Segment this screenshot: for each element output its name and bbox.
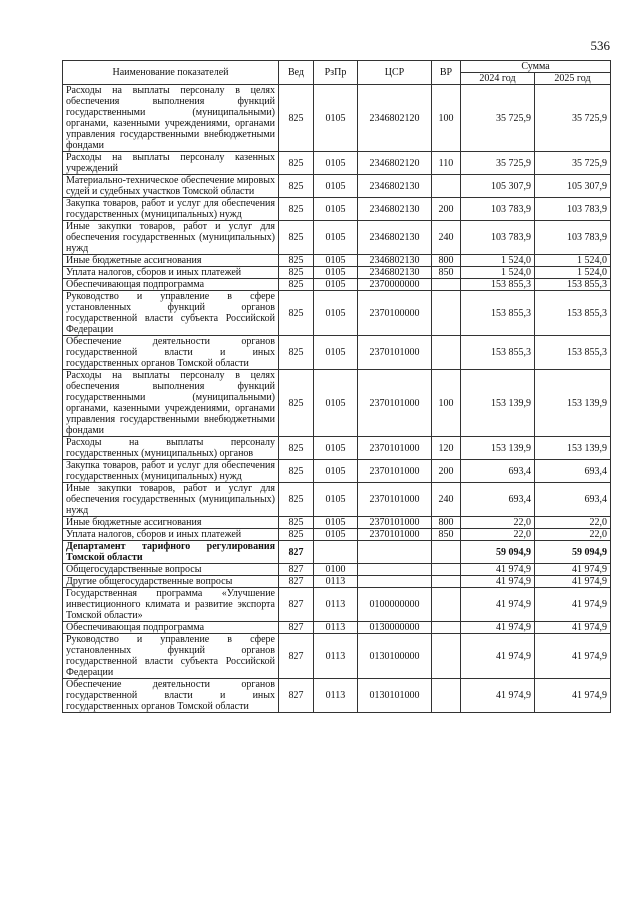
header-vr: ВР (432, 61, 461, 85)
row-rzpr: 0105 (314, 175, 358, 198)
row-name: Материально-техническое обеспечение мировых судей и судебных участков Томской области (63, 175, 279, 198)
row-sum-2025: 693,4 (535, 460, 611, 483)
row-vr (432, 576, 461, 588)
row-ved: 827 (279, 622, 314, 634)
row-name: Государственная программа «Улучшение инвестиционного климата и развитие экспорта Томской области» (63, 588, 279, 622)
table-row (63, 255, 611, 267)
row-ved: 825 (279, 221, 314, 255)
row-name: Иные бюджетные ассигнования (63, 517, 279, 529)
row-name: Иные закупки товаров, работ и услуг для обеспечения государственных (муниципальных) нужд (63, 221, 279, 255)
row-sum-2025: 103 783,9 (535, 198, 611, 221)
row-name: Расходы на выплаты персоналу государственных (муниципальных) органов (63, 437, 279, 460)
row-vr: 100 (432, 85, 461, 152)
row-csr: 0130100000 (358, 634, 432, 679)
row-rzpr: 0105 (314, 437, 358, 460)
row-csr (358, 564, 432, 576)
row-sum-2025: 153 855,3 (535, 291, 611, 336)
row-csr: 2346802130 (358, 175, 432, 198)
row-vr: 240 (432, 221, 461, 255)
row-vr (432, 175, 461, 198)
row-ved: 825 (279, 483, 314, 517)
row-sum-2024: 22,0 (461, 517, 535, 529)
table-row (63, 541, 611, 564)
header-csr: ЦСР (358, 61, 432, 85)
row-vr: 100 (432, 370, 461, 437)
row-ved: 825 (279, 85, 314, 152)
row-vr (432, 679, 461, 713)
row-sum-2025: 153 855,3 (535, 279, 611, 291)
row-rzpr: 0105 (314, 370, 358, 437)
row-rzpr: 0105 (314, 221, 358, 255)
row-sum-2024: 103 783,9 (461, 221, 535, 255)
row-sum-2024: 1 524,0 (461, 255, 535, 267)
row-rzpr: 0105 (314, 279, 358, 291)
row-csr: 2370101000 (358, 336, 432, 370)
table-row (63, 336, 611, 370)
row-ved: 825 (279, 198, 314, 221)
row-rzpr: 0105 (314, 267, 358, 279)
row-ved: 827 (279, 541, 314, 564)
header-sum: Сумма (461, 61, 611, 73)
row-sum-2025: 1 524,0 (535, 267, 611, 279)
row-ved: 825 (279, 255, 314, 267)
row-csr: 2370100000 (358, 291, 432, 336)
row-name: Обеспечение деятельности органов государственной власти и иных государственных органов Томской области (63, 336, 279, 370)
row-vr: 800 (432, 255, 461, 267)
row-csr: 2346802130 (358, 198, 432, 221)
row-csr (358, 576, 432, 588)
row-ved: 825 (279, 336, 314, 370)
row-vr (432, 291, 461, 336)
row-vr (432, 588, 461, 622)
row-ved: 827 (279, 634, 314, 679)
row-vr (432, 336, 461, 370)
row-sum-2025: 35 725,9 (535, 85, 611, 152)
row-rzpr: 0105 (314, 255, 358, 267)
row-rzpr: 0100 (314, 564, 358, 576)
table-row (63, 175, 611, 198)
table-body (63, 85, 611, 713)
table-row (63, 370, 611, 437)
row-sum-2025: 153 139,9 (535, 370, 611, 437)
row-sum-2025: 59 094,9 (535, 541, 611, 564)
row-ved: 825 (279, 291, 314, 336)
row-rzpr: 0113 (314, 588, 358, 622)
row-rzpr: 0105 (314, 85, 358, 152)
row-ved: 825 (279, 517, 314, 529)
row-sum-2024: 693,4 (461, 483, 535, 517)
row-sum-2024: 105 307,9 (461, 175, 535, 198)
table-row (63, 634, 611, 679)
row-csr: 2346802130 (358, 221, 432, 255)
row-sum-2024: 35 725,9 (461, 152, 535, 175)
row-csr: 0130101000 (358, 679, 432, 713)
row-name: Руководство и управление в сфере установленных функций органов государственной власти субъекта Российской Федерации (63, 634, 279, 679)
row-sum-2024: 35 725,9 (461, 85, 535, 152)
row-name: Обеспечивающая подпрограмма (63, 622, 279, 634)
row-csr: 0130000000 (358, 622, 432, 634)
row-name: Общегосударственные вопросы (63, 564, 279, 576)
row-sum-2025: 41 974,9 (535, 679, 611, 713)
row-ved: 825 (279, 279, 314, 291)
row-sum-2025: 693,4 (535, 483, 611, 517)
table-row (63, 460, 611, 483)
row-rzpr: 0105 (314, 517, 358, 529)
row-sum-2024: 153 855,3 (461, 279, 535, 291)
row-vr: 200 (432, 460, 461, 483)
row-name: Закупка товаров, работ и услуг для обеспечения государственных (муниципальных) нужд (63, 198, 279, 221)
page-number: 536 (590, 38, 610, 53)
row-rzpr: 0105 (314, 152, 358, 175)
row-vr (432, 634, 461, 679)
row-rzpr: 0105 (314, 483, 358, 517)
row-ved: 827 (279, 576, 314, 588)
row-name: Расходы на выплаты персоналу в целях обеспечения выполнения функций государственными (муниципальными) органами, казенными учреждениями, органами управления государственными внебюджетными фондами (63, 370, 279, 437)
row-ved: 827 (279, 588, 314, 622)
table-row (63, 576, 611, 588)
row-sum-2024: 41 974,9 (461, 634, 535, 679)
row-sum-2025: 41 974,9 (535, 588, 611, 622)
row-name: Другие общегосударственные вопросы (63, 576, 279, 588)
row-rzpr: 0105 (314, 198, 358, 221)
row-rzpr: 0113 (314, 576, 358, 588)
row-sum-2024: 153 139,9 (461, 370, 535, 437)
row-csr: 2370101000 (358, 483, 432, 517)
row-csr: 2370000000 (358, 279, 432, 291)
row-name: Расходы на выплаты персоналу казенных учреждений (63, 152, 279, 175)
budget-table (62, 60, 611, 713)
row-sum-2025: 41 974,9 (535, 622, 611, 634)
row-csr: 2370101000 (358, 370, 432, 437)
row-rzpr: 0105 (314, 291, 358, 336)
row-csr: 2370101000 (358, 517, 432, 529)
row-sum-2025: 22,0 (535, 517, 611, 529)
table-row (63, 221, 611, 255)
row-csr: 2370101000 (358, 460, 432, 483)
row-csr: 2346802130 (358, 255, 432, 267)
table-row (63, 679, 611, 713)
table-row (63, 267, 611, 279)
row-rzpr: 0113 (314, 634, 358, 679)
row-name: Уплата налогов, сборов и иных платежей (63, 529, 279, 541)
header-2024: 2024 год (461, 73, 535, 85)
row-rzpr: 0113 (314, 679, 358, 713)
row-sum-2025: 153 855,3 (535, 336, 611, 370)
row-ved: 825 (279, 437, 314, 460)
row-ved: 827 (279, 564, 314, 576)
row-sum-2025: 153 139,9 (535, 437, 611, 460)
row-sum-2024: 1 524,0 (461, 267, 535, 279)
row-vr (432, 279, 461, 291)
table-row (63, 517, 611, 529)
table-row (63, 291, 611, 336)
row-sum-2024: 41 974,9 (461, 679, 535, 713)
row-vr: 800 (432, 517, 461, 529)
row-vr: 240 (432, 483, 461, 517)
row-csr: 2370101000 (358, 437, 432, 460)
row-rzpr (314, 541, 358, 564)
row-ved: 825 (279, 267, 314, 279)
row-sum-2025: 1 524,0 (535, 255, 611, 267)
row-name: Закупка товаров, работ и услуг для обеспечения государственных (муниципальных) нужд (63, 460, 279, 483)
row-sum-2025: 41 974,9 (535, 576, 611, 588)
header-row (63, 61, 611, 73)
table-row (63, 279, 611, 291)
row-vr: 120 (432, 437, 461, 460)
row-sum-2025: 105 307,9 (535, 175, 611, 198)
table-row (63, 85, 611, 152)
row-ved: 825 (279, 152, 314, 175)
row-sum-2025: 103 783,9 (535, 221, 611, 255)
row-csr (358, 541, 432, 564)
table-row (63, 483, 611, 517)
row-vr (432, 564, 461, 576)
row-name: Департамент тарифного регулирования Томской области (63, 541, 279, 564)
row-sum-2024: 693,4 (461, 460, 535, 483)
row-sum-2024: 22,0 (461, 529, 535, 541)
row-sum-2024: 153 855,3 (461, 291, 535, 336)
row-sum-2024: 153 139,9 (461, 437, 535, 460)
row-vr (432, 622, 461, 634)
row-sum-2024: 41 974,9 (461, 622, 535, 634)
header-rzpr: РзПр (314, 61, 358, 85)
row-name: Руководство и управление в сфере установленных функций органов государственной власти субъекта Российской Федерации (63, 291, 279, 336)
row-vr: 850 (432, 529, 461, 541)
row-name: Обеспечивающая подпрограмма (63, 279, 279, 291)
header-name: Наименование показателей (63, 61, 279, 85)
row-sum-2024: 103 783,9 (461, 198, 535, 221)
table-row (63, 564, 611, 576)
row-name: Уплата налогов, сборов и иных платежей (63, 267, 279, 279)
table-row (63, 588, 611, 622)
row-ved: 827 (279, 679, 314, 713)
row-vr (432, 541, 461, 564)
row-vr: 850 (432, 267, 461, 279)
table-row (63, 152, 611, 175)
row-name: Иные закупки товаров, работ и услуг для обеспечения государственных (муниципальных) нужд (63, 483, 279, 517)
row-csr: 2346802120 (358, 85, 432, 152)
row-vr: 200 (432, 198, 461, 221)
row-ved: 825 (279, 175, 314, 198)
row-csr: 2346802130 (358, 267, 432, 279)
table-row (63, 529, 611, 541)
row-rzpr: 0105 (314, 336, 358, 370)
table-row (63, 622, 611, 634)
row-ved: 825 (279, 370, 314, 437)
row-rzpr: 0105 (314, 460, 358, 483)
row-sum-2024: 153 855,3 (461, 336, 535, 370)
row-name: Иные бюджетные ассигнования (63, 255, 279, 267)
row-sum-2024: 41 974,9 (461, 576, 535, 588)
row-vr: 110 (432, 152, 461, 175)
row-name: Расходы на выплаты персоналу в целях обеспечения выполнения функций государственными (муниципальными) органами, казенными учреждениями, органами управления государственными внебюджетными фондами (63, 85, 279, 152)
row-rzpr: 0105 (314, 529, 358, 541)
row-sum-2025: 41 974,9 (535, 634, 611, 679)
table-row (63, 437, 611, 460)
row-sum-2024: 41 974,9 (461, 588, 535, 622)
row-name: Обеспечение деятельности органов государственной власти и иных государственных органов Томской области (63, 679, 279, 713)
row-sum-2024: 59 094,9 (461, 541, 535, 564)
header-ved: Вед (279, 61, 314, 85)
row-ved: 825 (279, 460, 314, 483)
row-csr: 2346802120 (358, 152, 432, 175)
row-csr: 0100000000 (358, 588, 432, 622)
row-sum-2025: 35 725,9 (535, 152, 611, 175)
row-rzpr: 0113 (314, 622, 358, 634)
row-ved: 825 (279, 529, 314, 541)
row-csr: 2370101000 (358, 529, 432, 541)
table-row (63, 198, 611, 221)
row-sum-2025: 41 974,9 (535, 564, 611, 576)
header-2025: 2025 год (535, 73, 611, 85)
row-sum-2025: 22,0 (535, 529, 611, 541)
row-sum-2024: 41 974,9 (461, 564, 535, 576)
